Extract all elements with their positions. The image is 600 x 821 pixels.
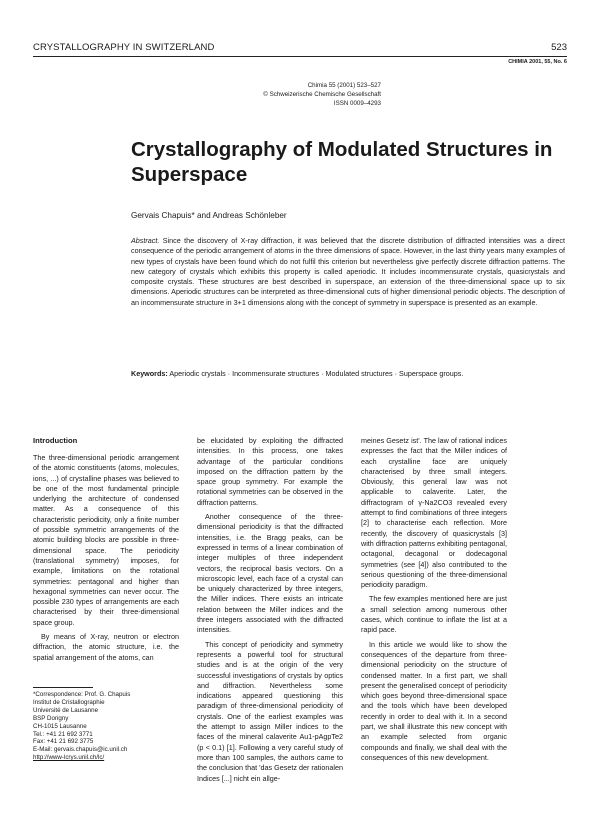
footnote-line: Université de Lausanne (33, 706, 99, 714)
footnote-label: *Correspondence: Prof. G. Chapuis (33, 691, 131, 698)
biblio-line-2: © Schweizerische Chemische Gesellschaft (263, 91, 381, 98)
page-number: 523 (551, 42, 567, 53)
biblio-line-3: ISSN 0009–4293 (333, 100, 381, 107)
footnote-line: BSP Dorigny (33, 714, 69, 722)
journal-reference: CHIMIA 2001, 55, No. 6 (508, 59, 567, 65)
paragraph: be elucidated by exploiting the diffracted intensities. In this process, one takes advantage of the particular conditions imposed on the diffraction pattern by the space group symmetry. For example the rotational symmetries can be observed in the diffraction patterns. (197, 436, 343, 507)
body-column-3 (361, 436, 507, 763)
paragraph: The three-dimensional periodic arrangement of the atomic constituents (atoms, molecules, ions, ...) of crystalline phases was believed to be one of the most fundamental principle underlying the architecture of condensed matter. As a consequence of this characteristic periodicity, only a finite number of possible symmetric arrangements of the atomic building blocks are possible in three-dimensional space. The periodicity (translational symmetry) imposes, for example, limitations on the rotational symmetries: pentagonal and higher than hexagonal symmetries can never occur. The possible 230 types of arrangements are each characterised by their three-dimensional space group. (33, 453, 179, 627)
body-column-1 (33, 436, 179, 663)
paragraph: In this article we would like to show the consequences of the departure from three-dimensional periodicity on the structure of condensed matter. In a first part, we shall present the generalised concept of periodicity which goes beyond three-dimensional space and the tools which have been developed recently in order to deal with it. In a second part, we shall illustrate this new concept with an example selected from organic compounds and finally, we shall deal with the consequences of this new development. (361, 639, 507, 762)
keywords (131, 369, 565, 378)
paragraph: Another consequence of the three-dimensional periodicity is that the diffracted intensities, i.e. the Bragg peaks, can be expressed in terms of a linear combination of integer multiples of three independent vectors, the reciprocal basis vectors. On a microscopic level, each face of a crystal can be uniquely characterized by three integers, the Miller indices. There exists an intricate relation between the Miller indices and the three integers associated with the diffracted intensities. (197, 512, 343, 635)
paragraph: By means of X-ray, neutron or electron diffraction, the atomic structure, i.e. the spatial arrangement of the atoms, can (33, 632, 179, 662)
correspondence-footnote (33, 691, 183, 762)
footnote-line: CH-1015 Lausanne (33, 722, 87, 730)
article-title: Crystallography of Modulated Structures in Superspace (131, 138, 553, 186)
footnote-rule (33, 687, 93, 688)
biblio-line-1: Chimia 55 (2001) 523–527 (307, 82, 381, 89)
section-title: CRYSTALLOGRAPHY IN SWITZERLAND (33, 42, 215, 53)
paragraph: This concept of periodicity and symmetry represents a powerful tool for structural studies and is at the origin of the very successful investigations of crystals by optics and diffraction. Nevertheless some indications appeared questioning this paradigm of three-dimensional periodicity of crystals. One of the earliest examples was the attempt to assign Miller indices to the faces of the mineral calaverite Au1-pAgpTe2 (p < 0.1) [1]. Following a very careful study of more than 100 samples, the authors came to the conclusion that 'das Gesetz der rationalen Indices [...] nicht ein allge- (197, 639, 343, 783)
body-column-2 (197, 436, 343, 784)
footnote-line: Tel.: +41 21 692 3771 (33, 730, 93, 738)
paragraph: The few examples mentioned here are just a small selection among numerous other cases, which continue to inflate the list at a rapid pace. (361, 594, 507, 635)
abstract-text: Since the discovery of X-ray diffraction, it was believed that the discrete distribution of diffracted intensities was a direct consequence of the periodic arrangement of atoms in the three dimensions of space. However, in the last thirty years many examples of new types of crystals have been found which do not fulfil this criterion but nevertheless give perfectly discrete diffraction patterns. The new category of crystals which exhibits this property is called aperiodic. It includes incommensurate crystals, quasicrystals and composite crystals. These structures are best described in superspace, an extension of the three-dimensional space up to six dimensions. Aperiodic structures can be interpreted as three-dimensional cuts of higher dimensional periodic objects. The description of an incommensurate structure in 3+1 dimensions along with the concept of symmetry in superspace is presented as an example. (131, 236, 565, 307)
running-header (33, 42, 567, 57)
keywords-label: Keywords: (131, 369, 168, 378)
keywords-text: Aperiodic crystals · Incommensurate structures · Modulated structures · Superspace groups. (169, 369, 464, 378)
footnote-email: E-Mail: gervais.chapuis@ic.unil.ch (33, 746, 128, 754)
abstract (131, 236, 565, 308)
footnote-line: Institut de Cristallographie (33, 698, 105, 706)
footnote-url-link[interactable]: http://www-lcrys.unil.ch/lc/ (33, 754, 105, 762)
section-heading-introduction: Introduction (33, 436, 78, 445)
abstract-label: Abstract. (131, 236, 160, 245)
article-authors: Gervais Chapuis* and Andreas Schönleber (131, 211, 287, 220)
paragraph: meines Gesetz ist'. The law of rational indices expresses the fact that the Miller indices of each crystalline face are uniquely characterised by three small integers. Obviously, this general law was not applicable to calaverite. Later, the diffractogram of γ-Na2CO3 revealed every attempt to find combinations of three integers [2] to characterise each reflection. More recently, the discovery of quasicrystals [3] with diffraction patterns exhibiting pentagonal, octagonal, decagonal or dodecagonal symmetries (see [4]) also contributed to the serious questioning of the three-dimensional periodicity paradigm. (361, 436, 507, 590)
footnote-line: Fax: +41 21 692 3775 (33, 738, 94, 746)
